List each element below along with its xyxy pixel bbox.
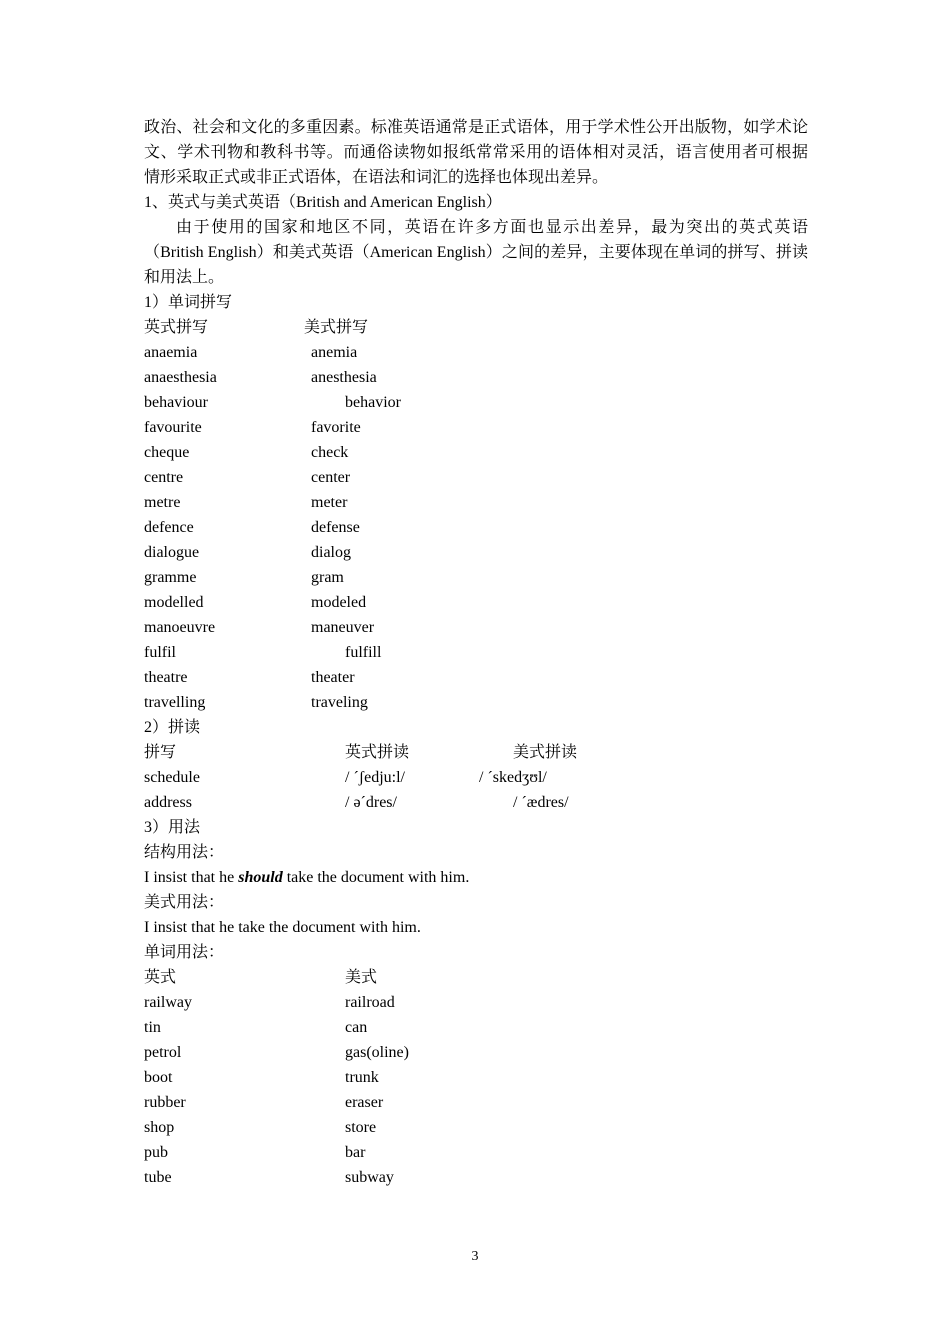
page-number: 3 — [471, 1249, 479, 1264]
pronunciation-row — [144, 790, 744, 815]
american-word: bar — [345, 1144, 366, 1161]
word-usage-row — [144, 1140, 744, 1165]
word-usage-row — [144, 1065, 744, 1090]
british-word: anaemia — [144, 344, 198, 361]
spelling-row — [144, 615, 744, 640]
spelling-row — [144, 440, 744, 465]
spelling-row — [144, 515, 744, 540]
spelling-row — [144, 540, 744, 565]
british-word: tube — [144, 1169, 172, 1186]
british-ipa: / əˊdres/ — [345, 794, 397, 811]
american-word: subway — [345, 1169, 394, 1186]
american-word: railroad — [345, 994, 395, 1011]
intro-line: 情形采取正式或非正式语体，在语法和词汇的选择也体现出差异。 — [144, 169, 609, 186]
spelling-row — [144, 640, 744, 665]
word-usage-row — [144, 1040, 744, 1065]
word-usage-row — [144, 1165, 744, 1190]
american-word: behavior — [345, 394, 401, 411]
american-word: favorite — [311, 419, 361, 436]
spelling-row — [144, 665, 744, 690]
spelling-row — [144, 340, 744, 365]
col-american-spelling: 美式拼写 — [304, 319, 369, 336]
american-word: maneuver — [311, 619, 375, 636]
british-word: manoeuvre — [144, 619, 216, 636]
british-word: centre — [144, 469, 184, 486]
spelling-row — [144, 465, 744, 490]
intro-line: 文、学术刊物和教科书等。而通俗读物如报纸常常采用的语体相对灵活，语言使用者可根据 — [144, 144, 808, 161]
spelling-row — [144, 565, 744, 590]
american-word: gram — [311, 569, 344, 586]
british-word: dialogue — [144, 544, 200, 561]
british-word: anaesthesia — [144, 369, 217, 386]
american-ipa: / ˊædres/ — [513, 794, 569, 811]
subsection-heading: 2）拼读 — [144, 719, 201, 736]
pronunciation-header-row — [144, 740, 744, 765]
american-word: anesthesia — [311, 369, 377, 386]
col-american: 美式 — [345, 969, 378, 986]
british-word: behaviour — [144, 394, 208, 411]
british-word: railway — [144, 994, 192, 1011]
british-word: theatre — [144, 669, 188, 686]
col-british-spelling: 英式拼写 — [144, 319, 209, 336]
word-usage-label: 单词用法： — [144, 944, 225, 961]
sentence-text: I insist that he — [144, 869, 239, 886]
british-word: gramme — [144, 569, 197, 586]
american-word: dialog — [311, 544, 351, 561]
subsection-heading: 1）单词拼写 — [144, 294, 233, 311]
paragraph-line: （British English）和美式英语（American English）之间的差异，主要体现在单词的拼写、拼读 — [144, 244, 808, 261]
british-word: modelled — [144, 594, 204, 611]
word-usage-row — [144, 1090, 744, 1115]
section-heading: 1、英式与美式英语（British and American English） — [144, 194, 502, 211]
word: schedule — [144, 769, 200, 786]
paragraph-line: 和用法上。 — [144, 269, 225, 286]
american-word: traveling — [311, 694, 368, 711]
col-american-pronunciation: 美式拼读 — [513, 744, 578, 761]
word-usage-row — [144, 1015, 744, 1040]
structural-usage-sentence — [144, 865, 469, 890]
british-word: rubber — [144, 1094, 186, 1111]
british-word: cheque — [144, 444, 190, 461]
col-spelling: 拼写 — [144, 744, 177, 761]
american-word: center — [311, 469, 351, 486]
american-word: anemia — [311, 344, 358, 361]
american-word: store — [345, 1119, 377, 1136]
intro-line: 政治、社会和文化的多重因素。标准英语通常是正式语体，用于学术性公开出版物，如学术论 — [144, 119, 808, 136]
british-word: favourite — [144, 419, 202, 436]
american-word: theater — [311, 669, 355, 686]
structural-usage-label: 结构用法： — [144, 844, 225, 861]
american-usage-label: 美式用法： — [144, 894, 225, 911]
american-word: meter — [311, 494, 348, 511]
col-british-pronunciation: 英式拼读 — [345, 744, 410, 761]
subsection-heading: 3）用法 — [144, 819, 201, 836]
american-word: can — [345, 1019, 368, 1036]
american-word: defense — [311, 519, 360, 536]
american-ipa: / ˊskedʒʊl/ — [479, 769, 547, 786]
american-word: eraser — [345, 1094, 384, 1111]
emphasized-word: should — [238, 869, 283, 886]
american-word: check — [311, 444, 349, 461]
british-word: boot — [144, 1069, 173, 1086]
british-word: petrol — [144, 1044, 182, 1061]
british-word: fulfil — [144, 644, 176, 661]
american-word: modeled — [311, 594, 367, 611]
british-word: pub — [144, 1144, 168, 1161]
british-word: travelling — [144, 694, 206, 711]
col-british: 英式 — [144, 969, 177, 986]
spelling-row — [144, 490, 744, 515]
word: address — [144, 794, 192, 811]
american-word: trunk — [345, 1069, 379, 1086]
british-ipa: / ˊʃedju:l/ — [345, 769, 405, 786]
sentence-text: take the document with him. — [282, 869, 470, 886]
word-usage-row — [144, 1115, 744, 1140]
spelling-header-row — [144, 315, 744, 340]
british-word: defence — [144, 519, 194, 536]
american-word: gas(oline) — [345, 1044, 409, 1061]
spelling-row — [144, 590, 744, 615]
american-usage-sentence: I insist that he take the document with him. — [144, 919, 421, 936]
spelling-row — [144, 365, 744, 390]
word-usage-header-row — [144, 965, 744, 990]
spelling-row — [144, 415, 744, 440]
spelling-row — [144, 690, 744, 715]
british-word: shop — [144, 1119, 175, 1136]
british-word: metre — [144, 494, 181, 511]
spelling-row — [144, 390, 744, 415]
american-word: fulfill — [345, 644, 382, 661]
pronunciation-row — [144, 765, 744, 790]
paragraph-line: 由于使用的国家和地区不同，英语在许多方面也显示出差异，最为突出的英式英语 — [176, 219, 808, 236]
british-word: tin — [144, 1019, 161, 1036]
word-usage-row — [144, 990, 744, 1015]
